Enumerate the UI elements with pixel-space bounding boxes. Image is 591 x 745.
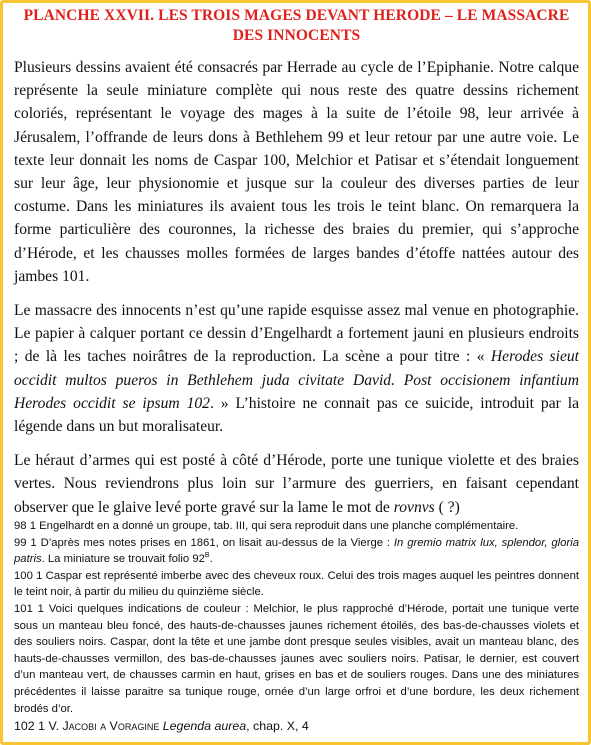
footnote-102-title: Legenda aurea: [162, 719, 247, 734]
footnote-98: 98 1 Engelhardt en a donné un groupe, tab. III, qui sera reproduit dans une planche complémentaire.: [14, 520, 519, 532]
footnote-99-text: 99 1 D’après mes notes prises en 1861, on lisait au-dessus de la Vierge :: [14, 536, 394, 549]
footnote-99-period: .: [209, 553, 213, 566]
footnote-101: 101 1 Voici quelques indications de couleur : Melchior, le plus rapproché d’Hérode, portait une tunique verte sous un manteau bleu foncé, des hauts-de-chausses jaunes richement étoilés, des bas-de-chausses violets et des souliers noirs. Caspar, dont la tête et une jambe dont presque seules visibles, avait un manteau blanc, des hauts-de-chausses vermillon, des bas-de-chausses jaunes avec souliers noirs. Patisar, le dernier, est couvert d’un manteau vert, de chausses carmin en haut, grises en bas et de souliers rouges. Dans une des miniatures précédentes il laisse paraitre sa tunique rouge, ornée d’un large orfroi et d’une bordure, les deux richement brodés d’or.: [14, 602, 579, 715]
footnote-99-quote: In gremio matrix lux, splendor, gloria patris: [14, 536, 579, 566]
paragraph-mages: Plusieurs dessins avaient été consacrés par Herrade au cycle de l’Epiphanie. Notre calque représente la seule miniature complète qui nous reste des quatre dessins richement coloriés, représentant le voyage des mages à la suite de l’étoile 98, leur arrivée à Jérusalem, l’offrande de leurs dons à Bethlehem 99 et leur retour par une autre voie. Le texte leur donnait les noms de Caspar 100, Melchior et Patisar et s’étendait longuement sur leur âge, leur physionomie et jusque sur la couleur des diverses parties de leur costume. Dans les miniatures ils avaient tous les trois le teint blanc. On remarquera la forme particulière des couronnes, la richesse des braies du premier, qui s’approche d’Hérode, et les chausses molles formées de larges bandes d’étoffe nattées autour des jambes 101.: [14, 59, 579, 285]
paragraph-massacre-text: Le massacre des innocents n’est qu’une rapide esquisse assez mal venue en photographie. Le papier à calquer portant ce dessin d’Engelhardt a fortement jauni en plusieurs endroits ; de là les taches noirâtres de la reproduction. La scène a pour titre : «: [14, 302, 579, 366]
footnotes: [14, 518, 579, 735]
page-title: PLANCHE XXVII. LES TROIS MAGES DEVANT HERODE – LE MASSACRE DES INNOCENTS: [23, 7, 570, 44]
paragraph-heraut-text: Le héraut d’armes qui est posté à côté d’Hérode, porte une tunique violette et des braies vertes. Nous reviendrons plus loin sur l’armure des guerriers, en faisant cependant observer que le glaive levé porte gravé sur la lame le mot de: [14, 452, 579, 516]
footnote-99: [14, 535, 579, 568]
footnote-99-sup: B: [204, 552, 210, 560]
paragraph-massacre-end: . » L’histoire ne connait pas ce suicide, introduit par la légende dans un but moralisateur.: [14, 394, 579, 436]
paragraph-massacre-quote: Herodes sieut occidit multos pueros in Bethlehem juda civitate David. Post occisionem infantium Herodes occidit se ipsum 102: [14, 348, 579, 412]
paragraph-heraut-word: rovnvs: [393, 498, 435, 516]
footnote-102-text: 102 1 V. Jacobi a Voragine: [14, 719, 163, 734]
paragraph-heraut-end: ( ?): [434, 498, 460, 516]
paragraph-heraut: [14, 449, 579, 519]
footnote-99-end: . La miniature se trouvait folio 92: [41, 553, 205, 566]
footnote-102-end: , chap. X, 4: [246, 719, 309, 734]
footnote-100: 100 1 Caspar est représenté imberbe avec des cheveux roux. Celui des trois mages auquel les peintres donnent le teint noir, à partir du milieu du quinzième siècle.: [14, 569, 579, 599]
paragraph-massacre: [14, 299, 579, 438]
footnote-102: [14, 718, 579, 735]
main-text: [14, 6, 579, 530]
